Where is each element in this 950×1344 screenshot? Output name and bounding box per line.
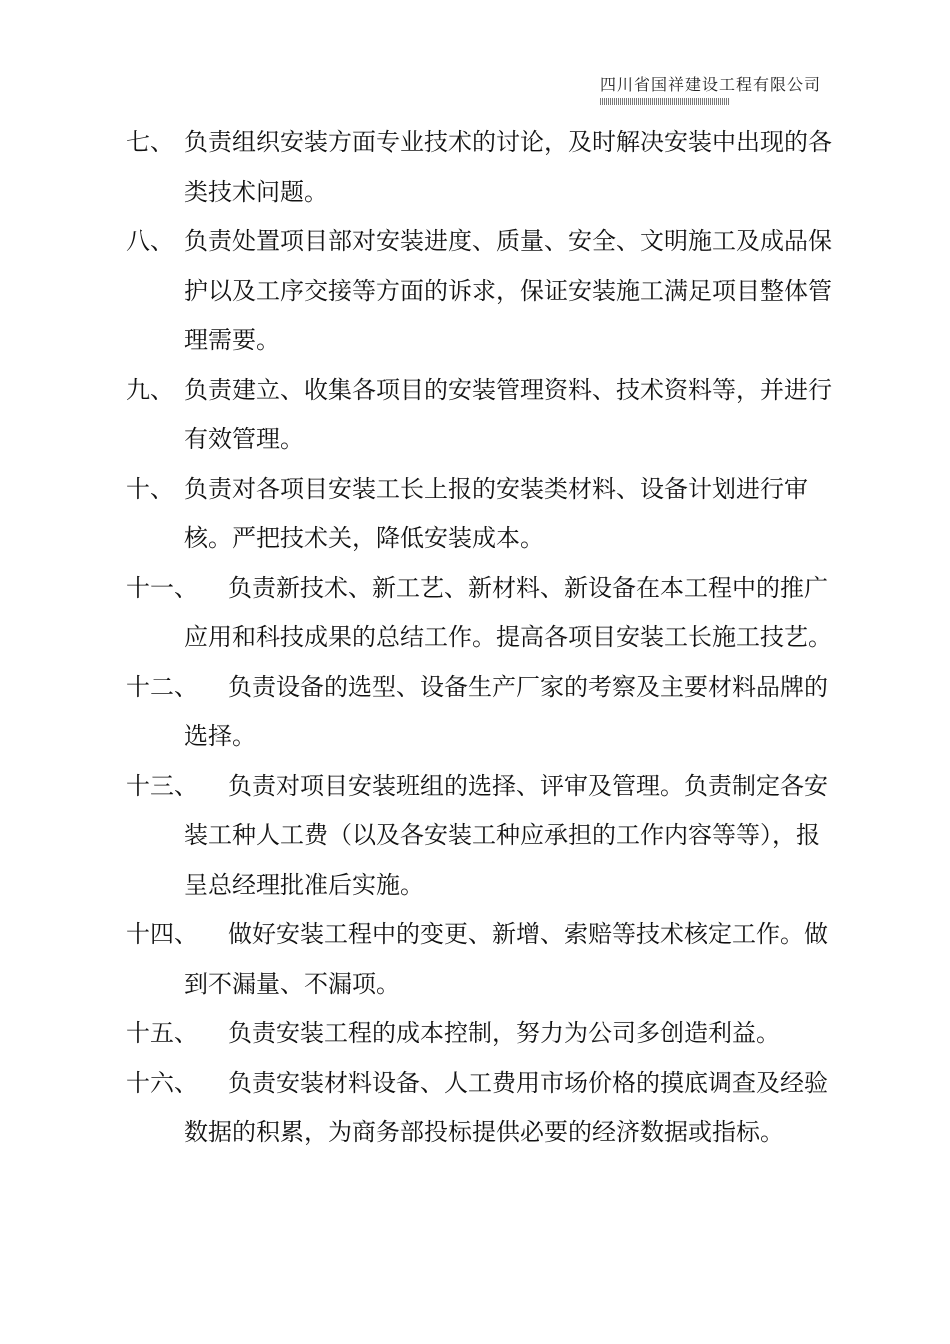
item-number: 十三、 (126, 771, 198, 800)
item-number: 十六、 (126, 1068, 198, 1097)
item-text: 负责设备的选型、设备生产厂家的考察及主要材料品牌的选择。 (184, 672, 828, 750)
item-text: 负责处置项目部对安装进度、质量、安全、文明施工及成品保护以及工序交接等方面的诉求，保证安装施工满足项目整体管理需要。 (184, 227, 832, 354)
list-item (0, 663, 950, 762)
item-number: 九、 (126, 375, 174, 404)
header-rule (600, 98, 730, 105)
item-text: 负责安装工程的成本控制，努力为公司多创造利益。 (228, 1019, 780, 1047)
list-item (0, 217, 950, 366)
item-number: 八、 (126, 227, 174, 255)
list-item (0, 1059, 950, 1158)
item-text: 负责对各项目安装工长上报的安装类材料、设备计划进行审核。严把技术关，降低安装成本。 (184, 474, 808, 552)
list-item (0, 118, 950, 217)
list-item (0, 564, 950, 663)
item-number: 十一、 (126, 573, 198, 602)
item-number: 十、 (126, 474, 174, 503)
item-text: 负责新技术、新工艺、新材料、新设备在本工程中的推广应用和科技成果的总结工作。提高各项目安装工长施工技艺。 (184, 573, 832, 651)
item-text: 负责对项目安装班组的选择、评审及管理。负责制定各安装工种人工费（以及各安装工种应承担的工作内容等等），报呈总经理批准后实施。 (184, 771, 828, 899)
list-item (0, 1009, 950, 1059)
list-item (0, 366, 950, 465)
item-text: 负责建立、收集各项目的安装管理资料、技术资料等，并进行有效管理。 (184, 375, 832, 453)
item-text: 负责安装材料设备、人工费用市场价格的摸底调查及经验数据的积累，为商务部投标提供必要的经济数据或指标。 (184, 1068, 828, 1146)
document-body (0, 118, 950, 1158)
item-text: 负责组织安装方面专业技术的讨论，及时解决安装中出现的各类技术问题。 (184, 128, 832, 206)
item-number: 十五、 (126, 1019, 198, 1047)
item-text: 做好安装工程中的变更、新增、索赔等技术核定工作。做到不漏量、不漏项。 (184, 920, 828, 998)
item-number: 十四、 (126, 920, 198, 948)
list-item (0, 910, 950, 1009)
list-item (0, 762, 950, 911)
list-item (0, 465, 950, 564)
item-number: 七、 (126, 128, 174, 156)
item-number: 十二、 (126, 672, 198, 701)
header-company-name: 四川省国祥建设工程有限公司 (600, 75, 822, 94)
